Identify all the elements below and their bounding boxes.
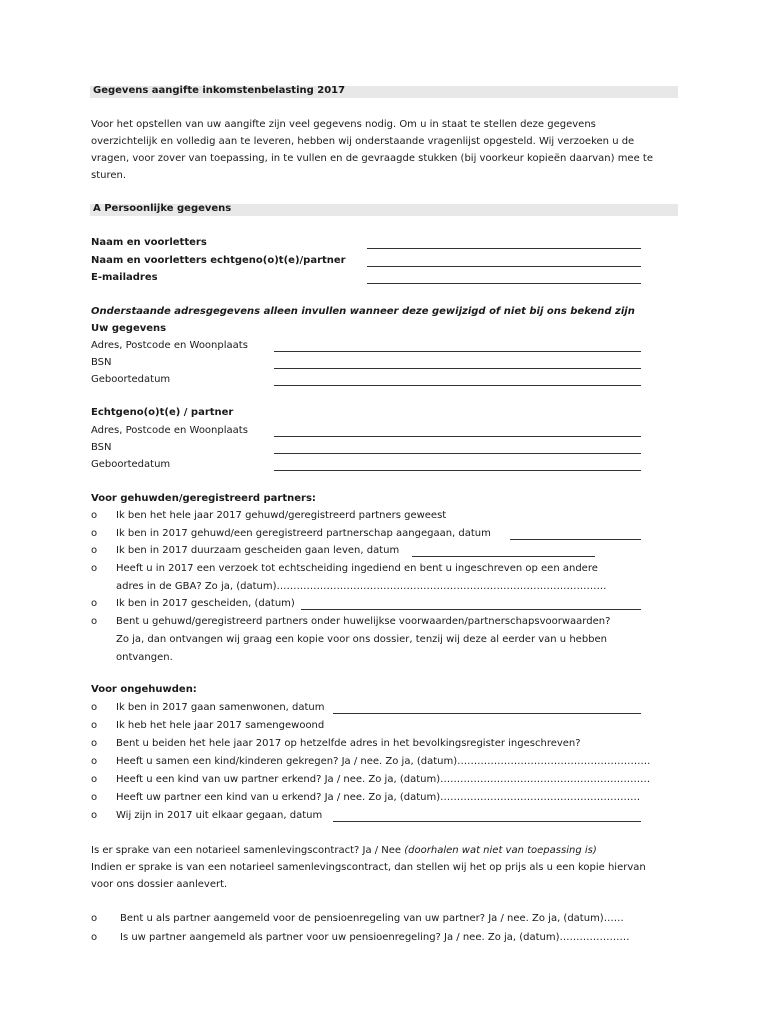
- bullet-marker: o: [91, 510, 98, 521]
- gehuwd-item-continued: adres in de GBA? Zo ja, (datum)………………………………………………………………………………………: [116, 581, 607, 592]
- partner-line-geboortedatum[interactable]: [274, 470, 641, 471]
- notarieel-question: [91, 845, 597, 856]
- uw-line-bsn[interactable]: [274, 368, 641, 369]
- uw-gegevens-heading: Uw gegevens: [91, 323, 167, 334]
- gehuwd-item-continued: Zo ja, dan ontvangen wij graag een kopie voor ons dossier, tenzij wij deze al eerder van u hebben: [116, 634, 608, 645]
- uw-field-adres: Adres, Postcode en Woonplaats: [91, 340, 248, 351]
- gehuwd-item: Ik ben in 2017 gescheiden, (datum): [116, 598, 295, 609]
- bullet-marker: o: [91, 792, 98, 803]
- field-label-naam-partner: Naam en voorletters echtgeno(o)t(e)/partner: [91, 255, 346, 266]
- intro-line: vragen, voor zover van toepassing, in te vullen en de gevraagde stukken (bij voorkeur kopieën daarvan) mee te: [91, 153, 653, 164]
- intro-line: overzichtelijk en volledig aan te leveren, hebben wij onderstaande vragenlijst opgesteld. Wij verzoeken u de: [91, 136, 635, 147]
- notarieel-line: Indien er sprake is van een notarieel samenlevingscontract, dan stellen wij het op prijs als u een kopie hiervan: [91, 862, 646, 873]
- partner-line-adres[interactable]: [274, 436, 641, 437]
- ongehuwd-item: Heeft uw partner een kind van u erkend? Ja / nee. Zo ja, (datum)……………………………………………………: [116, 792, 641, 803]
- document-title: Gegevens aangifte inkomstenbelasting 2017: [93, 85, 346, 96]
- pensioen-item: Bent u als partner aangemeld voor de pensioenregeling van uw partner? Ja / nee. Zo ja, (datum)……: [120, 913, 624, 924]
- uw-line-geboortedatum[interactable]: [274, 385, 641, 386]
- bullet-marker: o: [91, 528, 98, 539]
- intro-line: Voor het opstellen van uw aangifte zijn veel gegevens nodig. Om u in staat te stellen deze gegevens: [91, 119, 596, 130]
- gehuwd-item-continued: ontvangen.: [116, 652, 173, 663]
- address-note: Onderstaande adresgegevens alleen invullen wanneer deze gewijzigd of niet bij ons bekend zijn: [91, 306, 635, 317]
- pensioen-item: Is uw partner aangemeld als partner voor uw pensioenregeling? Ja / nee. Zo ja, (datum)…………………: [120, 932, 630, 943]
- bullet-marker: o: [91, 810, 98, 821]
- field-label-email: E-mailadres: [91, 272, 158, 283]
- bullet-marker: o: [91, 720, 98, 731]
- notarieel-question-note: (doorhalen wat niet van toepassing is): [404, 845, 597, 856]
- ongehuwd-date-line[interactable]: [333, 713, 641, 714]
- field-line-naam[interactable]: [367, 248, 641, 249]
- bullet-marker: o: [91, 738, 98, 749]
- intro-line: sturen.: [91, 170, 127, 181]
- ongehuwd-item: Heeft u een kind van uw partner erkend? Ja / nee. Zo ja, (datum)………………………………………………………: [116, 774, 651, 785]
- gehuwd-date-line[interactable]: [510, 539, 641, 540]
- partner-heading: Echtgeno(o)t(e) / partner: [91, 407, 234, 418]
- ongehuwd-item: Ik ben in 2017 gaan samenwonen, datum: [116, 702, 325, 713]
- gehuwd-item: Ik ben in 2017 gehuwd/een geregistreerd partnerschap aangegaan, datum: [116, 528, 491, 539]
- bullet-marker: o: [91, 598, 98, 609]
- gehuwd-date-line[interactable]: [412, 556, 595, 557]
- uw-field-geboortedatum: Geboortedatum: [91, 374, 171, 385]
- bullet-marker: o: [91, 932, 98, 943]
- bullet-marker: o: [91, 616, 98, 627]
- notarieel-question-text: Is er sprake van een notarieel samenlevingscontract? Ja / Nee: [91, 845, 405, 856]
- bullet-marker: o: [91, 774, 98, 785]
- ongehuwd-item: Ik heb het hele jaar 2017 samengewoond: [116, 720, 325, 731]
- bullet-marker: o: [91, 545, 98, 556]
- title-band: [90, 86, 678, 98]
- partner-field-adres: Adres, Postcode en Woonplaats: [91, 425, 248, 436]
- uw-line-adres[interactable]: [274, 351, 641, 352]
- partner-field-bsn: BSN: [91, 442, 112, 453]
- bullet-marker: o: [91, 702, 98, 713]
- gehuwd-item: Ik ben in 2017 duurzaam gescheiden gaan leven, datum: [116, 545, 400, 556]
- field-line-naam-partner[interactable]: [367, 266, 641, 267]
- ongehuwd-date-line[interactable]: [333, 821, 641, 822]
- gehuwd-date-line[interactable]: [301, 609, 641, 610]
- field-label-naam: Naam en voorletters: [91, 237, 207, 248]
- ongehuwd-heading: Voor ongehuwden:: [91, 684, 197, 695]
- partner-field-geboortedatum: Geboortedatum: [91, 459, 171, 470]
- field-line-email[interactable]: [367, 283, 641, 284]
- gehuwd-heading: Voor gehuwden/geregistreerd partners:: [91, 493, 316, 504]
- gehuwd-item: Heeft u in 2017 een verzoek tot echtscheiding ingediend en bent u ingeschreven op een andere: [116, 563, 598, 574]
- notarieel-line: voor ons dossier aanlevert.: [91, 879, 228, 890]
- bullet-marker: o: [91, 563, 98, 574]
- ongehuwd-item: Wij zijn in 2017 uit elkaar gegaan, datum: [116, 810, 323, 821]
- bullet-marker: o: [91, 913, 98, 924]
- section-a-heading: A Persoonlijke gegevens: [93, 203, 232, 214]
- gehuwd-item: Bent u gehuwd/geregistreerd partners onder huwelijkse voorwaarden/partnerschapsvoorwaarden?: [116, 616, 611, 627]
- gehuwd-item: Ik ben het hele jaar 2017 gehuwd/geregistreerd partners geweest: [116, 510, 447, 521]
- ongehuwd-item: Heeft u samen een kind/kinderen gekregen? Ja / nee. Zo ja, (datum)………………………………………………….: [116, 756, 651, 767]
- partner-line-bsn[interactable]: [274, 453, 641, 454]
- ongehuwd-item: Bent u beiden het hele jaar 2017 op hetzelfde adres in het bevolkingsregister ingeschreven?: [116, 738, 581, 749]
- section-a-band: [90, 204, 678, 216]
- uw-field-bsn: BSN: [91, 357, 112, 368]
- bullet-marker: o: [91, 756, 98, 767]
